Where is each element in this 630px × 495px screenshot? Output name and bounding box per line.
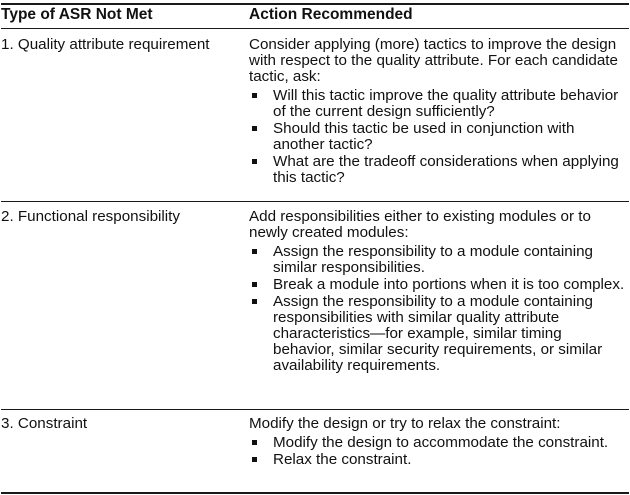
row-2-action <box>249 209 627 375</box>
row-1-type: 1. Quality attribute requirement <box>1 36 210 53</box>
bullet-square-icon <box>252 93 257 98</box>
table-bottom-rule <box>1 492 629 494</box>
bullet-square-icon <box>252 249 257 254</box>
row-1-divider <box>1 201 629 202</box>
row-3-intro: Modify the design or try to relax the constraint: <box>249 415 561 432</box>
list-item: What are the tradeoff considerations when applying this tactic? <box>249 154 627 186</box>
list-item: Assign the responsibility to a module containing responsibilities with similar quality attribute characteristics—for example, similar timing behavior, similar security requirements, or similar availability requirements. <box>249 294 627 374</box>
list-item: Break a module into portions when it is too complex. <box>249 277 627 293</box>
bullet-square-icon <box>252 282 257 287</box>
bullet-square-icon <box>252 159 257 164</box>
list-item: Assign the responsibility to a module containing similar responsibilities. <box>249 244 627 276</box>
header-action-recommended: Action Recommended <box>249 6 413 23</box>
bullet-square-icon <box>252 457 257 462</box>
list-item: Modify the design to accommodate the constraint. <box>249 435 627 451</box>
row-3-bullet-list <box>249 435 627 468</box>
bullet-square-icon <box>252 440 257 445</box>
list-item: Should this tactic be used in conjunction with another tactic? <box>249 121 627 153</box>
list-item: Relax the constraint. <box>249 452 627 468</box>
header-type-of-asr: Type of ASR Not Met <box>1 6 153 23</box>
row-2-divider <box>1 409 629 410</box>
row-1-action <box>249 37 627 187</box>
row-2-bullet-list <box>249 244 627 374</box>
row-2-type: 2. Functional responsibility <box>1 208 180 225</box>
row-1-bullet-list <box>249 88 627 186</box>
row-2-intro: Add responsibilities either to existing modules or to newly created modules: <box>249 208 591 241</box>
row-3-type: 3. Constraint <box>1 415 88 432</box>
bullet-square-icon <box>252 299 257 304</box>
header-rule <box>1 28 629 29</box>
row-1-intro: Consider applying (more) tactics to improve the design with respect to the quality attribute. For each candidate tactic, ask: <box>249 36 618 85</box>
row-3-action <box>249 416 627 469</box>
table-top-rule <box>1 3 629 5</box>
bullet-square-icon <box>252 126 257 131</box>
list-item: Will this tactic improve the quality attribute behavior of the current design sufficiently? <box>249 88 627 120</box>
